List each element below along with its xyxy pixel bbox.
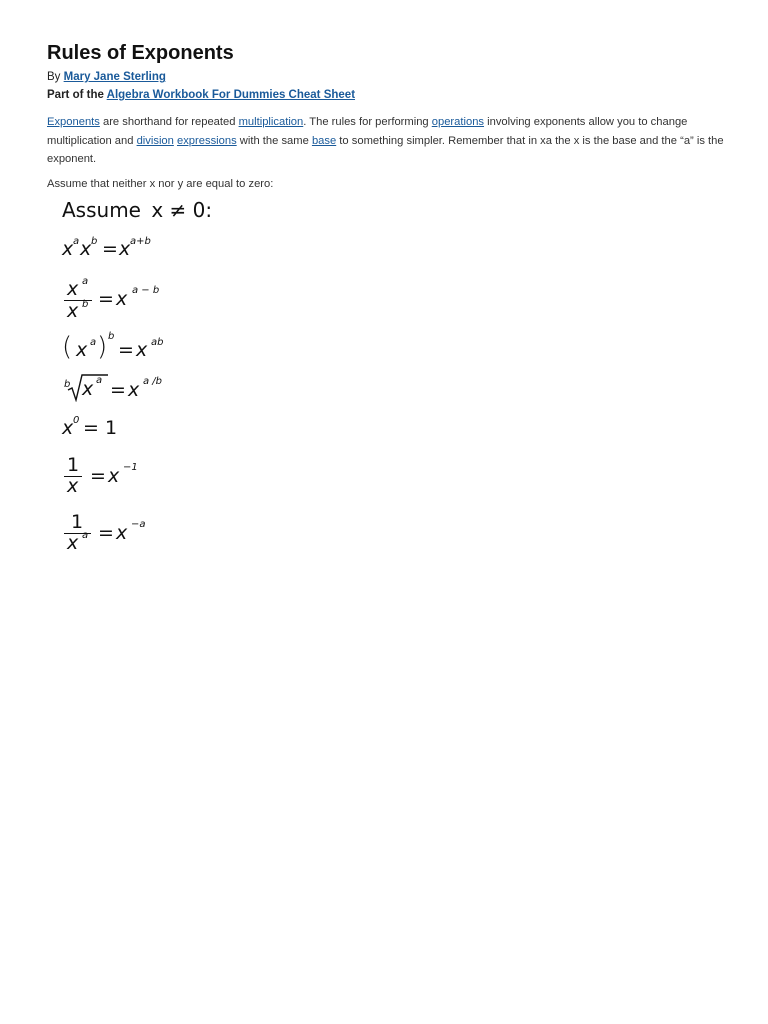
- by-label: By: [47, 71, 61, 83]
- formula-heading-word: Assume: [62, 198, 141, 222]
- intro-text-1: are shorthand for repeated: [99, 116, 239, 128]
- intro-text-3: involving exponents allow you to change multiplication and: [47, 116, 688, 147]
- assume-text: Assume that neither x nor y are equal to zero:: [47, 177, 274, 190]
- link-base[interactable]: base: [311, 134, 337, 147]
- link-division[interactable]: division: [136, 134, 174, 147]
- author-link[interactable]: Mary Jane Sterling: [63, 71, 166, 83]
- formula-heading: [62, 198, 212, 222]
- exponent-rules-image: Assume x ≠ 0: x a x b = x a+b x a x b = x a − b ( x a ) b = x ab b x a = x a /b x 0 = 1 1 x = x −1 1 x a = x −a: [62, 198, 213, 554]
- formula-heading-expr: x ≠ 0:: [151, 198, 213, 222]
- book-link[interactable]: Algebra Workbook For Dummies Cheat Sheet: [106, 89, 356, 101]
- part-of-label: Part of the: [47, 89, 104, 101]
- intro-text-5: with the same: [236, 134, 312, 147]
- intro-paragraph: [47, 113, 727, 169]
- intro-text-2: . The rules for performing: [303, 116, 432, 128]
- link-exponents[interactable]: Exponents: [47, 116, 100, 128]
- part-of-line: [47, 86, 727, 104]
- intro-text-6: to something simpler. Remember that in xa the x is the base and the “a” is the exponent.: [47, 134, 724, 165]
- link-expressions[interactable]: expressions: [176, 134, 237, 147]
- page-title: Rules of Exponents: [47, 42, 234, 64]
- link-operations[interactable]: operations: [431, 116, 485, 128]
- byline: [47, 68, 727, 86]
- article: [47, 40, 727, 204]
- link-multiplication[interactable]: multiplication: [238, 116, 304, 128]
